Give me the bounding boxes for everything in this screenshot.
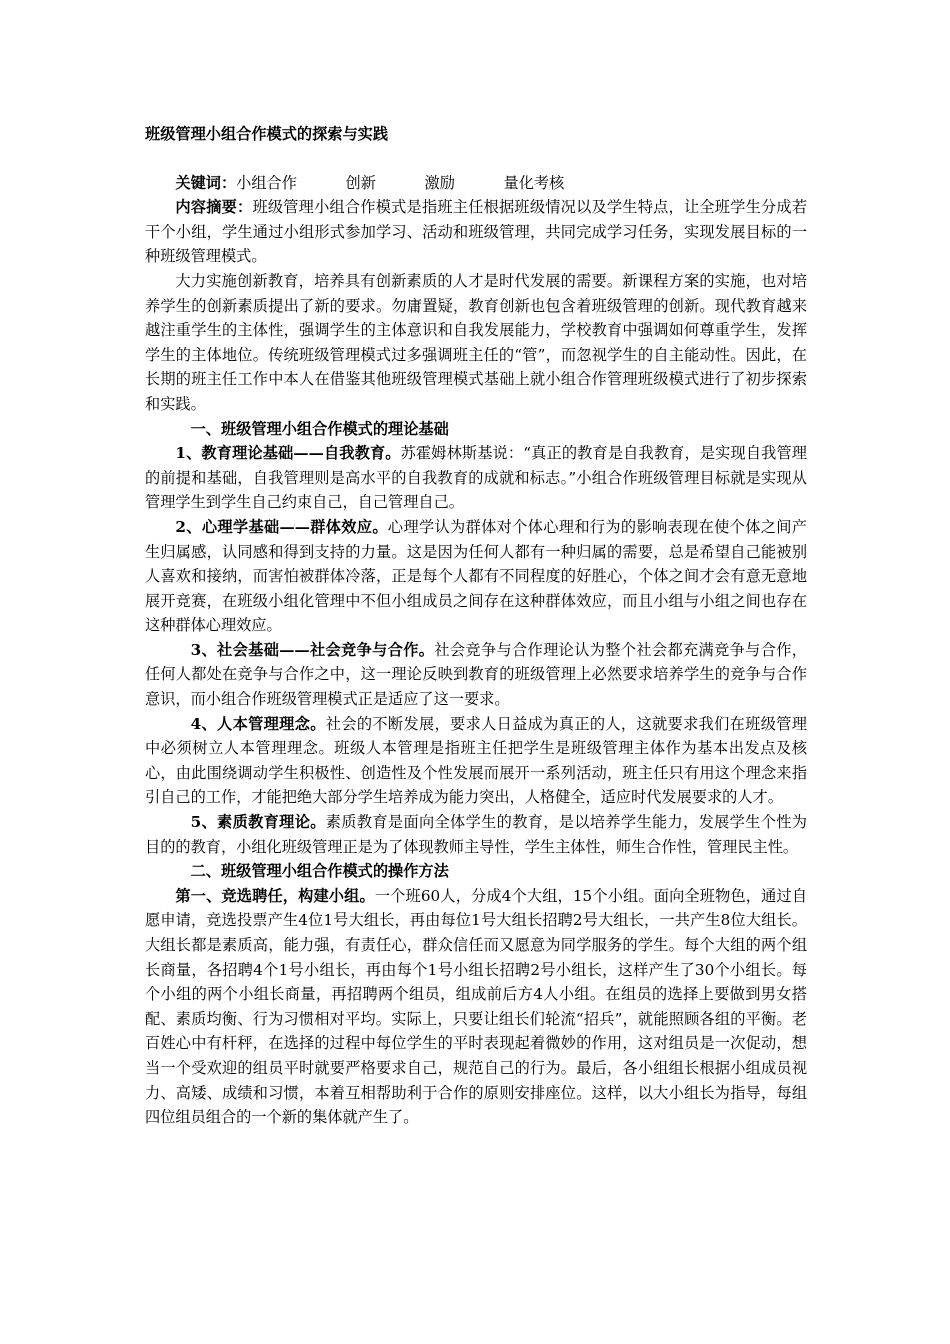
paragraph-text: 社会的不断发展，要求人日益成为真正的人，这就要求我们在班级管理中必须树立人本管理理念。班级人本管理是指班主任把学生是班级管理主体作为基本出发点及核心，由此围绕调动学生积极性、创造性及个性发展而展开一系列活动，班主任只有用这个理念来指引自己的工作，才能把绝大部分学生培养成为能力突出，人格健全，适应时代发展要求的人才。 xyxy=(145,714,807,807)
abstract-text: 班级管理小组合作模式是指班主任根据班级情况以及学生特点，让全班学生分成若干个小组，学生通过小组形式参加学习、活动和班级管理，共同完成学习任务，实现发展目标的一种班级管理模式。 xyxy=(145,198,808,266)
method-paragraph xyxy=(145,884,807,1130)
keyword-item: 小组合作 xyxy=(236,173,297,192)
document-title: 班级管理小组合作模式的探索与实践 xyxy=(145,125,388,143)
abstract-paragraph xyxy=(145,195,807,269)
keywords-line xyxy=(145,171,807,196)
paragraph-text: 社会竞争与合作理论认为整个社会都充满竞争与合作，任何人都处在竞争与合作之中，这一理论反映到教育的班级管理上必然要求培养学生的竞争与合作意识，而小组合作班级管理模式正是适应了这一要求。 xyxy=(145,640,807,709)
theory-paragraph xyxy=(145,638,807,712)
paragraph-lead: 2、心理学基础——群体效应。 xyxy=(175,517,388,536)
abstract-label: 内容摘要： xyxy=(175,198,253,217)
section-heading: 一、班级管理小组合作模式的理论基础 xyxy=(190,419,449,438)
intro-paragraph: 大力实施创新教育，培养具有创新素质的人才是时代发展的需要。新课程方案的实施，也对培养学生的创新素质提出了新的要求。勿庸置疑，教育创新也包含着班级管理的创新。现代教育越来越注重学生的主体性，强调学生的主体意识和自我发展能力，学校教育中强调如何尊重学生，发挥学生的主体地位。传统班级管理模式过多强调班主任的“管”，而忽视学生的自主能动性。因此，在长期的班主任工作中本人在借鉴其他班级管理模式基础上就小组合作管理班级模式进行了初步探索和实践。 xyxy=(145,271,807,413)
keywords-label: 关键词： xyxy=(175,173,237,192)
keyword-item: 创新 xyxy=(345,173,376,192)
paragraph-lead: 4、人本管理理念。 xyxy=(190,714,326,733)
paragraph-text: 心理学认为群体对个体心理和行为的影响表现在使个体之间产生归属感，认同感和得到支持的力量。这是因为任何人都有一种归属的需要，总是希望自己能被别人喜欢和接纳，而害怕被群体冷落，正是每个人都有不同程度的好胜心，个体之间才会有意无意地展开竞赛，在班级小组化管理中不但小组成员之间存在这种群体效应，而且小组与小组之间也存在这种群体心理效应。 xyxy=(145,517,807,635)
paragraph-text: 素质教育是面向全体学生的教育，是以培养学生能力，发展学生个性为目的的教育，小组化班级管理正是为了体现教师主导性，学生主体性，师生合作性，管理民主性。 xyxy=(145,813,807,856)
theory-paragraph xyxy=(145,441,807,515)
keyword-item: 量化考核 xyxy=(503,173,565,192)
paragraph-lead: 1、教育理论基础——自我教育。 xyxy=(175,444,401,463)
theory-paragraph xyxy=(145,810,807,859)
paragraph-lead: 3、社会基础——社会竞争与合作。 xyxy=(190,640,435,659)
theory-paragraph xyxy=(145,712,807,810)
paragraph-text: 苏霍姆林斯基说：“真正的教育是自我教育，是实现自我管理的前提和基础，自我管理则是高水平的自我教育的成就和标志。”小组合作班级管理目标就是实现从管理学生到学生自己约束自己，自己管理自己。 xyxy=(145,444,807,512)
paragraph-lead: 第一、竞选聘任，构建小组。 xyxy=(175,886,375,905)
paragraph-lead: 5、素质教育理论。 xyxy=(190,813,326,832)
paragraph-text: 一个班60人，分成4个大组，15个小组。面向全班物色，通过自愿申请，竞选投票产生4位1号大组长，再由每位1号大组长招聘2号大组长，一共产生8位大组长。大组长都是素质高，能力强，有责任心，群众信任而又愿意为同学服务的学生。每个大组的两个组长商量，各招聘4个1号小组长，再由每个1号小组长招聘2号小组长，这样产生了30个小组长。每个小组的两个小组长商量，再招聘两个组员，组成前后方4人小组。在组员的选择上要做到男女搭配、素质均衡、行为习惯相对平均。实际上，只要让组长们轮流“招兵”，就能照顾各组的平衡。老百姓心中有杆秤，在选择的过程中每位学生的平时表现起着微妙的作用，这对组员是一次促动，想当一个受欢迎的组员平时就要严格要求自己，规范自己的行为。最后，各小组组长根据小组成员视力、高矮、成绩和习惯，本着互相帮助利于合作的原则安排座位。这样，以大小组长为指导，每组四位组员组合的一个新的集体就产生了。 xyxy=(145,886,808,1127)
keyword-item: 激励 xyxy=(424,173,455,192)
theory-paragraph xyxy=(145,515,807,638)
section-heading: 二、班级管理小组合作模式的操作方法 xyxy=(190,862,449,881)
document-body xyxy=(145,122,807,1130)
